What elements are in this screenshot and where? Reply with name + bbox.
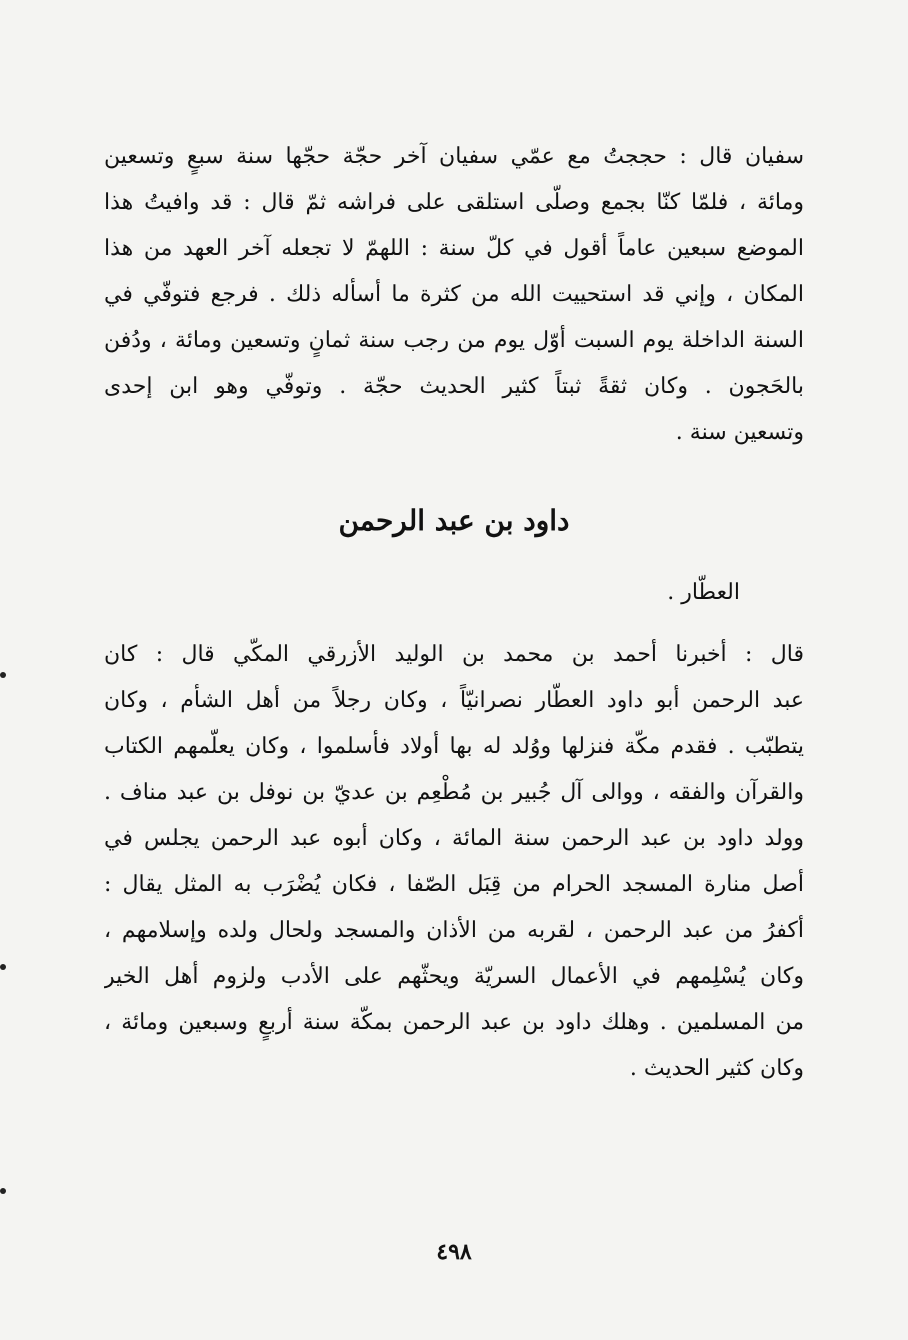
text-line: ومائة ، فلمّا كنّا بجمع وصلّى استلقى على فراشه ثمّ قال : قد وافيتُ هذا <box>104 190 804 215</box>
text-line: أكفرُ من عبد الرحمن ، لقربه من الأذان والمسجد ولحال ولده وإسلامهم ، <box>104 918 804 943</box>
text-line: وكان كثير الحديث . <box>629 1056 804 1081</box>
text-line: يتطبّب . فقدم مكّة فنزلها ووُلد له بها أولاد فأسلموا ، وكان يعلّمهم الكتاب <box>104 734 804 759</box>
text-line: وتسعين سنة . <box>675 420 804 445</box>
text-line: قال : أخبرنا أحمد بن محمد بن الوليد الأزرقي المكّي قال : كان <box>104 642 804 667</box>
text-line: وولد داود بن عبد الرحمن سنة المائة ، وكان أبوه عبد الرحمن يجلس في <box>104 826 804 851</box>
text-line: عبد الرحمن أبو داود العطّار نصرانيّاً ، وكان رجلاً من أهل الشأم ، وكان <box>104 688 804 713</box>
lead-line: العطّار . <box>667 580 740 605</box>
paragraph-sufyan <box>104 134 804 456</box>
page-number: ٤٩٨ <box>436 1239 472 1265</box>
text-line: بالحَجون . وكان ثقةً ثبتاً كثير الحديث حجّة . وتوفّي وهو ابن إحدى <box>104 374 804 399</box>
scan-speck <box>0 1188 6 1194</box>
text-line: السنة الداخلة يوم السبت أوّل يوم من رجب سنة ثمانٍ وتسعين ومائة ، ودُفن <box>104 328 804 353</box>
text-line: أصل منارة المسجد الحرام من قِبَل الصّفا ، فكان يُضْرَب به المثل يقال : <box>104 872 804 897</box>
scan-speck <box>0 964 6 970</box>
text-line: سفيان قال : حججتُ مع عمّي سفيان آخر حجّة حجّها سنة سبعٍ وتسعين <box>104 144 804 169</box>
section-heading: داود بن عبد الرحمن <box>338 504 570 537</box>
text-line: من المسلمين . وهلك داود بن عبد الرحمن بمكّة سنة أربعٍ وسبعين ومائة ، <box>104 1010 804 1035</box>
scan-speck <box>0 672 6 678</box>
paragraph-dawud <box>104 632 804 1092</box>
text-line: وكان يُسْلِمهم في الأعمال السريّة ويحثّهم على الأدب ولزوم أهل الخير <box>104 964 804 989</box>
text-line: الموضع سبعين عاماً أقول في كلّ سنة : اللهمّ لا تجعله آخر العهد من هذا <box>104 236 804 261</box>
text-line: المكان ، وإني قد استحييت الله من كثرة ما أسأله ذلك . فرجع فتوفّي في <box>104 282 804 307</box>
text-line: والقرآن والفقه ، ووالى آل جُبير بن مُطْعِم بن عديّ بن نوفل بن عبد مناف . <box>104 780 804 805</box>
